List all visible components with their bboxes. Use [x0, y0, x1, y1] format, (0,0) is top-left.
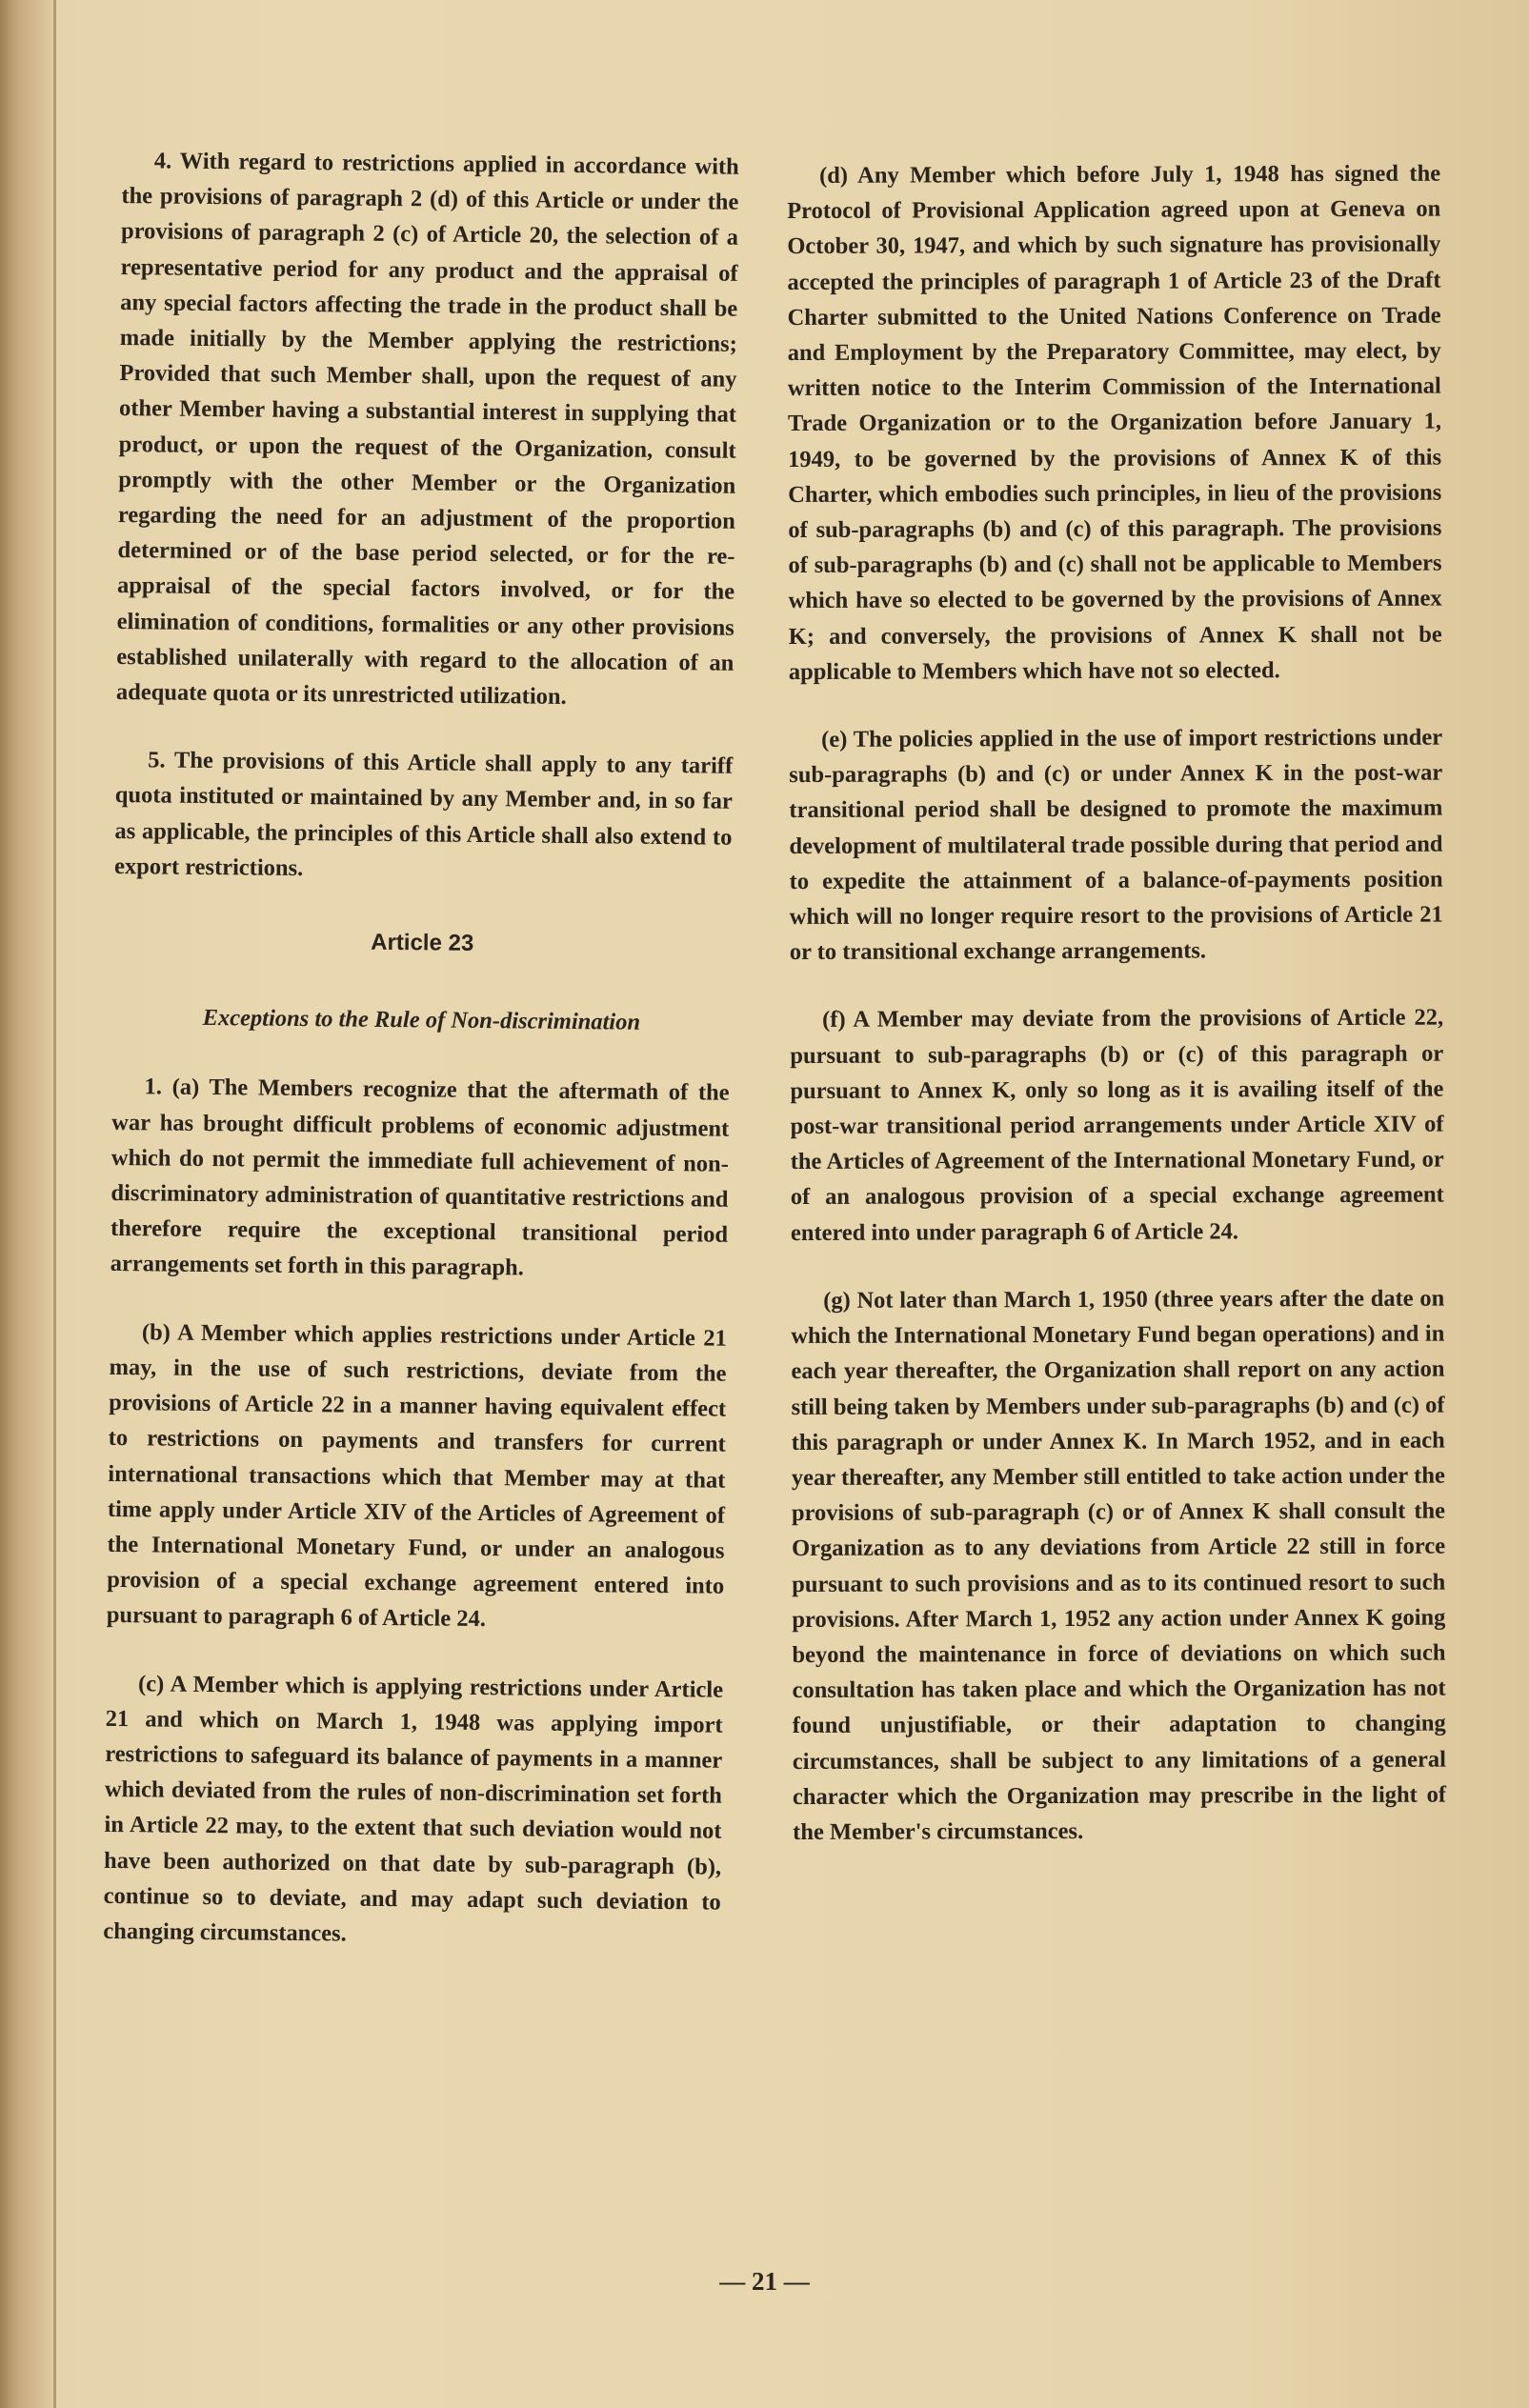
paragraph-1a: 1. (a) The Members recognize that the aftermath of the war has brought difficult problems of economic adjustment which do not permit the immediate full achievement of non-discriminatory administration of quantitative restrictions and therefore require the exceptional transitional period arrangements set forth in this paragraph.	[110, 1074, 730, 1281]
left-column	[103, 143, 739, 1988]
paragraph-5: 5. The provisions of this Article shall apply to any tariff quota instituted or maintained by any Member and, in so far as applicable, the principles of this Article shall also extend to export restrictions.	[113, 747, 734, 881]
gutter-edge-line	[53, 0, 56, 2408]
paragraph-1b: (b) A Member which applies restrictions under Article 21 may, in the use of such restrictions, deviate from the provisions of Article 22 in a manner having equivalent effect to restrictions on payments and transfers for current international transactions which that Member may at that time apply under Article XIV of the Articles of Agreement of the International Monetary Fund, or under an analogous provision of a special exchange agreement entered into pursuant to paragraph 6 of Article 24.	[106, 1318, 728, 1633]
paragraph-4: 4. With regard to restrictions applied in accordance with the provisions of paragraph 2 (d) of this Article or under the provisions of paragraph 2 (c) of Article 20, the selection of a representative period for any product and the appraisal of any special factors affecting the trade in the product shall be made initially by the Member applying the restrictions; Provided that such Member shall, upon the request of any other Member having a substantial interest in supplying that product, or upon the request of the Organization, consult promptly with the other Member or the Organization regarding the need for an adjustment of the proportion determined or of the base period selected, or for the re-appraisal of the special factors involved, or for the elimination of conditions, formalities or any other provisions established unilaterally with regard to the allocation of an adequate quota or its unrestricted utilization.	[115, 148, 739, 710]
right-column	[787, 156, 1446, 1883]
article-subheading: Exceptions to the Rule of Non-discrimination	[202, 1005, 641, 1036]
page-number: — 21 —	[719, 2267, 810, 2296]
article-heading: Article 23	[371, 929, 474, 956]
paragraph-1f: (f) A Member may deviate from the provisions of Article 22, pursuant to sub-paragraphs (b) or (c) of this paragraph or pursuant to Annex K, only so long as it is availing itself of the post-war transitional period arrangements under Article XIV of the Articles of Agreement of the International Monetary Fund, or of an analogous provision of a special exchange agreement entered into under paragraph 6 of Article 24.	[790, 1005, 1444, 1246]
paragraph-1g: (g) Not later than March 1, 1950 (three years after the date on which the International Monetary Fund began operations) and in each year thereafter, the Organization shall report on any action still being taken by Members under sub-paragraphs (b) and (c) of this paragraph or under Annex K. In March 1952, and in each year thereafter, any Member still entitled to take action under the provisions of sub-paragraph (c) or of Annex K shall consult the Organization as to any deviations from Article 22 still in force pursuant to such provisions and as to its continued resort to such provisions. After March 1, 1952 any action under Annex K going beyond the maintenance in force of deviations on which such consultation has taken place and which the Organization has not found unjustifiable, or their adaptation to changing circumstances, shall be subject to any limitations of a general character which the Organization may prescribe in the light of the Member's circumstances.	[791, 1285, 1447, 1845]
paragraph-1d: (d) Any Member which before July 1, 1948 has signed the Protocol of Provisional Application agreed upon at Geneva on October 30, 1947, and which by such signature has provisionally accepted the principles of paragraph 1 of Article 23 of the Draft Charter submitted to the United Nations Conference on Trade and Employment by the Preparatory Committee, may elect, by written notice to the Interim Commission of the International Trade Organization or to the Organization before January 1, 1949, to be governed by the provisions of Annex K of this Charter, which embodies such principles, in lieu of the provisions of sub-paragraphs (b) and (c) of this paragraph. The provisions of sub-paragraphs (b) and (c) shall not be applicable to Members which have so elected to be governed by the provisions of Annex K; and conversely, the provisions of Annex K shall not be applicable to Members which have not so elected.	[787, 160, 1442, 685]
paragraph-1e: (e) The policies applied in the use of import restrictions under sub-paragraphs (b) and (c) or under Annex K in the post-war transitional period shall be designed to promote the maximum development of multilateral trade possible during that period and to expedite the attainment of a balance-of-payments position which will no longer require resort to the provisions of Article 21 or to transitional exchange arrangements.	[789, 724, 1443, 966]
paragraph-1c: (c) A Member which is applying restrictions under Article 21 and which on March 1, 1948 was applying import restrictions to safeguard its balance of payments in a manner which deviated from the rules of non-discrimination set forth in Article 22 may, to the extent that such deviation would not have been authorized on that date by sub-paragraph (b), continue so to deviate, and may adapt such deviation to changing circumstances.	[103, 1670, 724, 1947]
binding-gutter	[0, 0, 55, 2408]
